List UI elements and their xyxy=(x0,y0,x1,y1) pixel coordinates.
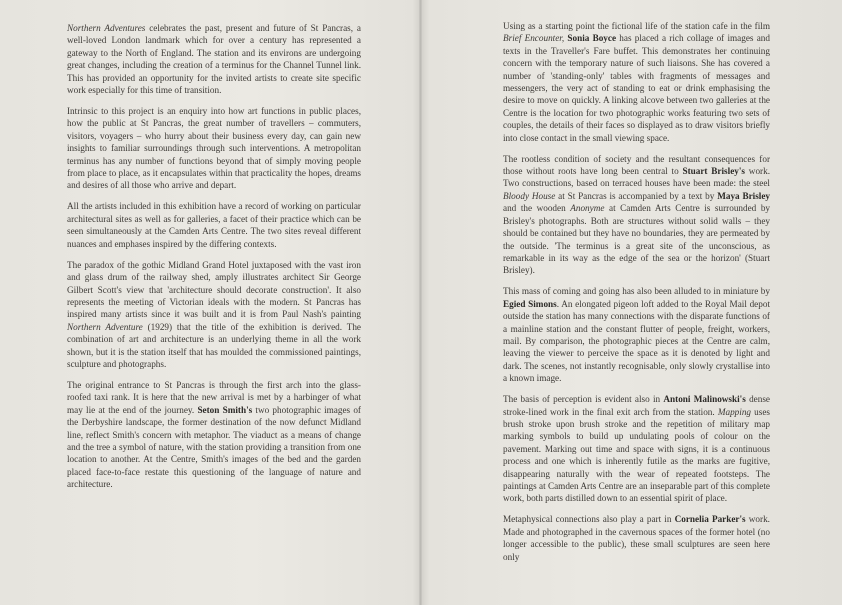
paragraph-enquiry: Intrinsic to this project is an enquiry into how art functions in public places, how the public at St Pancras, the great number of travellers – commuters, visitors, voyagers – who hurry about their business every day, can gain new insights to familiar surroundings through such interventions. A metropolitan terminus has any number of functions beyond that of simply moving people from place to place, as it encapsulates within that practicality the hopes, dreams and desires of all those who arrive and depart. xyxy=(67,106,361,191)
paragraph-text: work. Made and photographed in the cavernous spaces of the former hotel (no longer accessible to the public), these small sculptures are seen here only xyxy=(503,514,770,562)
paragraph-antoni-malinowski xyxy=(503,393,770,505)
work-title: Anonyme xyxy=(570,203,605,214)
artist-name: Cornelia Parker's xyxy=(674,514,746,525)
film-title: Brief Encounter, xyxy=(503,33,565,44)
work-title: Mapping xyxy=(717,406,752,417)
paragraph-text: Using as a starting point the fictional life of the station cafe in the film xyxy=(503,21,770,31)
artist-name: Stuart Brisley's xyxy=(682,166,745,177)
artist-name: Sonia Boyce xyxy=(567,33,617,44)
paragraph-text: The original entrance to St Pancras is through the first arch into the glass-roofed taxi rank. It is here that the new arrival is met by a harbinger of what may lie at the end of the journey. xyxy=(67,379,361,415)
paragraph-text: and the wooden xyxy=(503,203,571,214)
paragraph-sonia-boyce xyxy=(503,20,770,144)
paragraph-text: dense stroke-lined work in the final exit arch from the station. xyxy=(503,394,770,417)
paragraph-egied-simons xyxy=(503,285,770,384)
paragraph-seton-smith xyxy=(67,379,361,491)
paragraph-stuart-brisley xyxy=(503,153,770,277)
left-page xyxy=(67,22,361,605)
artist-name: Antoni Malinowski's xyxy=(663,394,746,405)
paragraph-paradox xyxy=(67,259,361,371)
exhibition-title: Northern Adventures xyxy=(67,23,146,33)
paragraph-text: has placed a rich collage of images and texts in the Traveller's Fare buffet. This demonstrates her continuing concern with the temporary nature of such liaisons. She has covered a number of 'standing-only' tables with fragments of messages and messengers, the very act of standing to eat or drink emphasising the desire to move on quickly. A linking alcove between two galleries at the Centre is the location for two photographic works featuring two sets of couples, the details of their faces so displayed as to draw visitors briefly into close contact in the small viewing space. xyxy=(503,33,770,143)
paragraph-cornelia-parker xyxy=(503,513,770,563)
paragraph-text: . An elongated pigeon loft added to the Royal Mail depot outside the station has many connections with the disparate functions of a mainline station and the constant flutter of people, freight, workers, mail. By comparison, the photographic pieces at the Centre are calm, leaving the viewer to perceive the space as it is denoted by light and dark. The scenes, not instantly recognisable, only slowly crystallise into a known image. xyxy=(503,298,770,384)
paragraph-text: work. Two constructions, based on terraced houses have been made: the steel xyxy=(503,166,770,189)
paragraph-text: at St Pancras is accompanied by a text by xyxy=(555,190,718,201)
artist-name: Seton Smith's xyxy=(197,404,253,415)
work-title: Bloody House xyxy=(503,190,556,201)
paragraph-text: celebrates the past, present and future of St Pancras, a well-loved London landmark which for over a century has represented a gateway to the North of England. The station and its environs are undergoing great changes, including the creation of a terminus for the Channel Tunnel link. This has provided an opportunity for the invited artists to create site specific work especially for this time of transition. xyxy=(67,23,361,96)
paragraph-text: two photographic images of the Derbyshire landscape, the former destination of the now defunct Midland line, reflect Smith's concern with metaphor. The viaduct as a means of change and the tree a symbol of nature, with the station providing a transition from one location to another. At the Centre, Smith's images of the bed and the garden placed face-to-face restate this questioning of the language of nature and architecture. xyxy=(67,404,361,490)
paragraph-text: The paradox of the gothic Midland Grand Hotel juxtaposed with the vast iron and glass drum of the railway shed, amply illustrates architect Sir George Gilbert Scott's view that 'architecture should decorate construction'. It also represents the meeting of Victorian ideals with the modern. St Pancras has inspired many artists since it was built and it is from Paul Nash's painting xyxy=(67,259,361,320)
right-page xyxy=(503,20,770,605)
paragraph-artists: All the artists included in this exhibition have a record of working on particular architectural sites as well as for galleries, a facet of their practice which can be seen simultaneously at the Camden Arts Centre. The two sites reveal different nuances and emphases inspired by the differing contexts. xyxy=(67,201,361,249)
paragraph-text: uses brush stroke upon brush stroke and the repetition of military map marking symbols to build up undulating pools of colour on the pavement. Marking out time and space with signs, it is a continuous process and one which is inherently futile as the marks are fugitive, disappearing naturally with the wear of repeated footsteps. The paintings at Camden Arts Centre are an inseparable part of this complete work, both parts distilled down to an essential spirit of place. xyxy=(503,406,770,504)
paragraph-text: Metaphysical connections also play a part in xyxy=(503,514,675,525)
paragraph-text: This mass of coming and going has also been alluded to in miniature by xyxy=(503,286,770,297)
page-fold xyxy=(419,0,422,605)
paragraph-text: at Camden Arts Centre is surrounded by Brisley's photographs. Both are structures without solid walls – they should be contained but they have no boundaries, they are permeated by the outside. 'The terminus is a great site of the unconscious, as remarkable in its way as the edge of the sea or the horizon' (Stuart Brisley). xyxy=(503,203,770,276)
paragraph-text: (1929) that the title of the exhibition is derived. The combination of art and architecture is an underlying theme in all the work shown, but it is the station itself that has moulded the commissioned paintings, sculpture and photographs. xyxy=(67,321,361,369)
artist-name: Egied Simons xyxy=(503,298,557,309)
painting-title: Northern Adventure xyxy=(67,321,143,332)
paragraph-intro xyxy=(67,22,361,96)
paragraph-text: The basis of perception is evident also in xyxy=(503,394,664,405)
artist-name: Maya Brisley xyxy=(717,190,770,201)
paragraph-text: The rootless condition of society and the resultant consequences for those without roots have long been central to xyxy=(503,153,770,177)
